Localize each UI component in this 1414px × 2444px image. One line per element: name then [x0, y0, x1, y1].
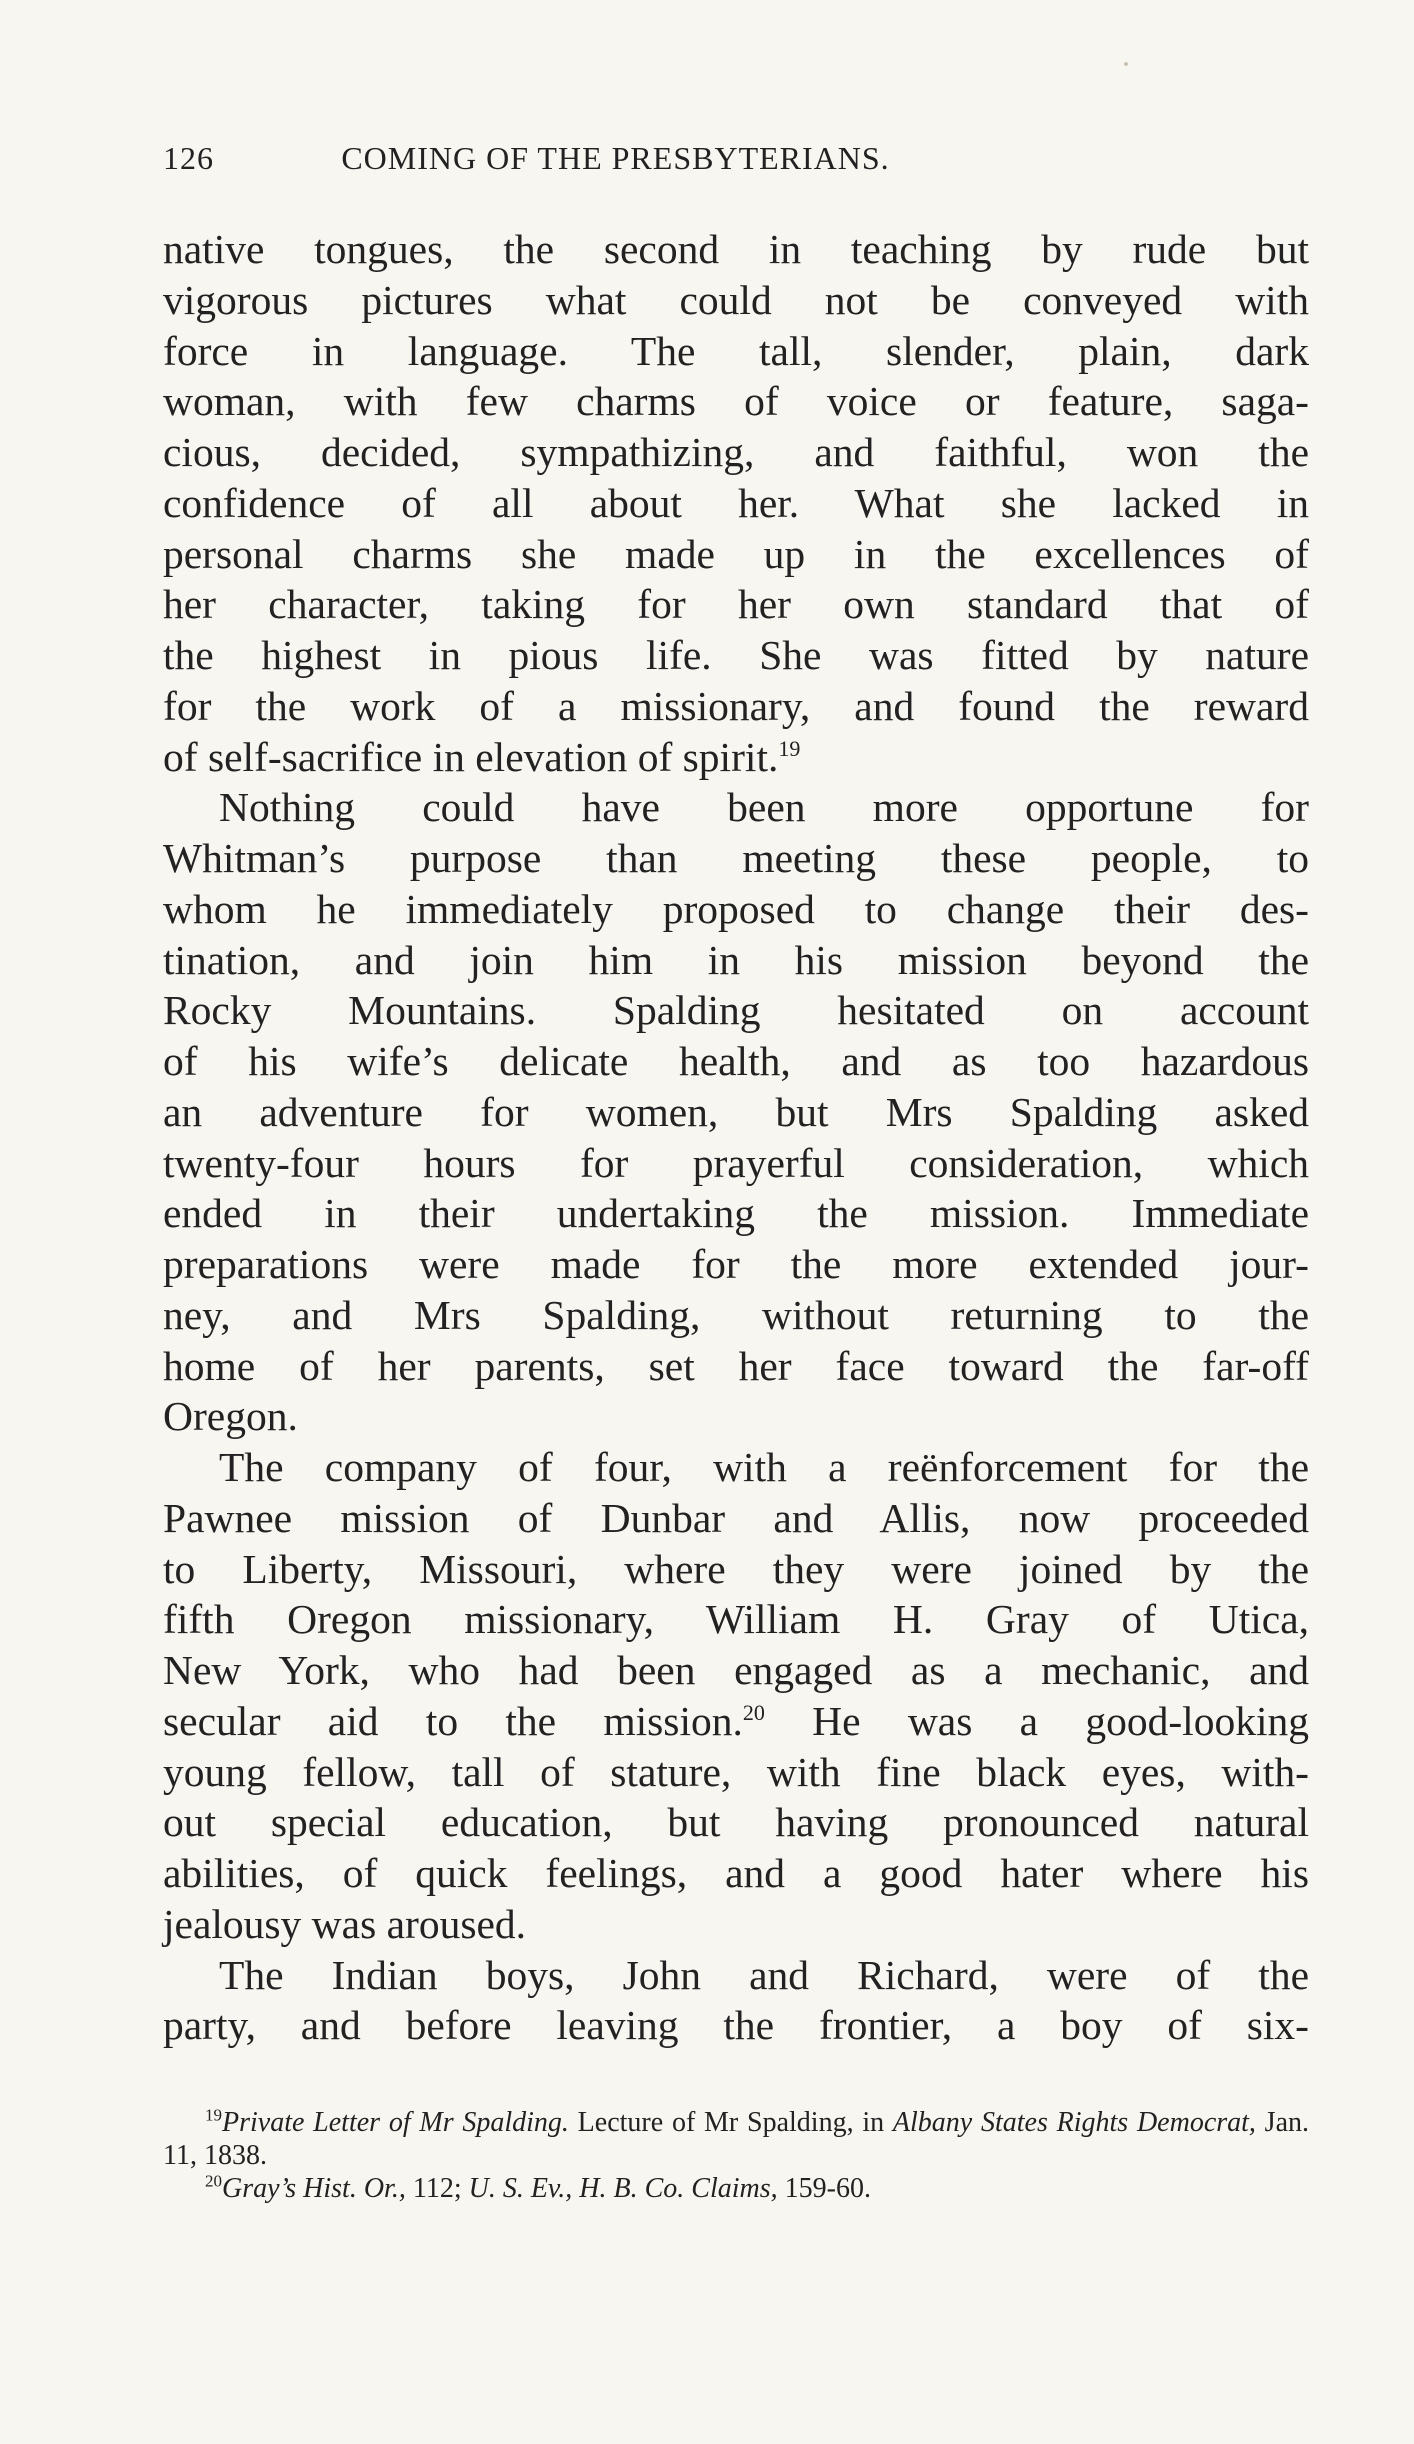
text-line: Whitman’s purpose than meeting these people, to [163, 835, 1309, 881]
text-line: The company of four, with a reënforcement for the [219, 1444, 1309, 1490]
text-line: whom he immediately proposed to change their des- [163, 885, 1309, 932]
text-line: New York, who had been engaged as a mechanic, and [163, 1647, 1309, 1693]
running-header [163, 140, 1068, 180]
text-line: cious, decided, sympathizing, and faithful, won the [163, 429, 1309, 475]
text-line: jealousy was aroused. [163, 1900, 527, 1947]
text-line: of his wife’s delicate health, and as too hazardous [163, 1038, 1309, 1084]
text-line: ended in their undertaking the mission. Immediate [163, 1190, 1309, 1237]
text-line: twenty-four hours for prayerful consideration, which [163, 1139, 1309, 1186]
text-line: fifth Oregon missionary, William H. Gray of Utica, [163, 1596, 1309, 1643]
page-number: 126 [163, 140, 214, 176]
body-text [163, 224, 1309, 2051]
text-line: the highest in pious life. She was fitted by nature [163, 632, 1309, 678]
text-line: The Indian boys, John and Richard, were of the [219, 1951, 1309, 1998]
text-line: an adventure for women, but Mrs Spalding asked [163, 1088, 1309, 1135]
text-line: home of her parents, set her face toward the far-off [163, 1342, 1309, 1389]
text-line: to Liberty, Missouri, where they were joined by the [163, 1545, 1309, 1592]
footnotes [163, 2106, 1309, 2205]
text-line: confidence of all about her. What she lacked in [163, 479, 1309, 526]
text-line: young fellow, tall of stature, with fine black eyes, with- [163, 1748, 1309, 1795]
running-title: COMING OF THE PRESBYTERIANS. [341, 140, 890, 176]
text-line: tination, and join him in his mission beyond the [163, 936, 1309, 983]
text-line: force in language. The tall, slender, plain, dark [163, 327, 1309, 374]
text-line: ney, and Mrs Spalding, without returning to the [163, 1291, 1309, 1338]
text-line: personal charms she made up in the excellences of [163, 530, 1309, 577]
text-line: preparations were made for the more extended jour- [163, 1241, 1309, 1287]
paper-speck [1124, 62, 1128, 66]
text-line: native tongues, the second in teaching by rude but [163, 226, 1309, 272]
text-line: Pawnee mission of Dunbar and Allis, now proceeded [163, 1494, 1309, 1541]
text-line: abilities, of quick feelings, and a good hater where his [163, 1850, 1309, 1896]
text-line: her character, taking for her own standard that of [163, 581, 1309, 628]
text-line: vigorous pictures what could not be conveyed with [163, 276, 1309, 323]
text-line: out special education, but having pronounced natural [163, 1799, 1309, 1846]
footnote-ref-20: 20 [742, 1699, 765, 1725]
text-line: Rocky Mountains. Spalding hesitated on account [163, 987, 1309, 1034]
footnote-19: $^{19}$Private Letter of Mr Spalding. Lecture of Mr Spalding, in Albany States Rights Democrat, Jan. 11, 1838. [163, 2105, 1310, 2171]
footnote-ref-19: 19 [778, 735, 801, 761]
text-line: woman, with few charms of voice or feature, saga- [163, 378, 1309, 425]
text-line: Oregon. [163, 1393, 298, 1440]
text-line: Nothing could have been more opportune for [219, 784, 1309, 831]
text-line: of self-sacrifice in elevation of spirit.$^{19}$ [163, 733, 801, 780]
footnote-20: $^{20}$Gray’s Hist. Or., 112; U. S. Ev., H. B. Co. Claims, 159-60. [205, 2171, 871, 2204]
text-line: secular aid to the mission.$^{20}$ He was a good-looking [163, 1697, 1309, 1744]
text-line: party, and before leaving the frontier, a boy of six- [163, 2002, 1309, 2049]
text-line: for the work of a missionary, and found the reward [163, 682, 1309, 729]
